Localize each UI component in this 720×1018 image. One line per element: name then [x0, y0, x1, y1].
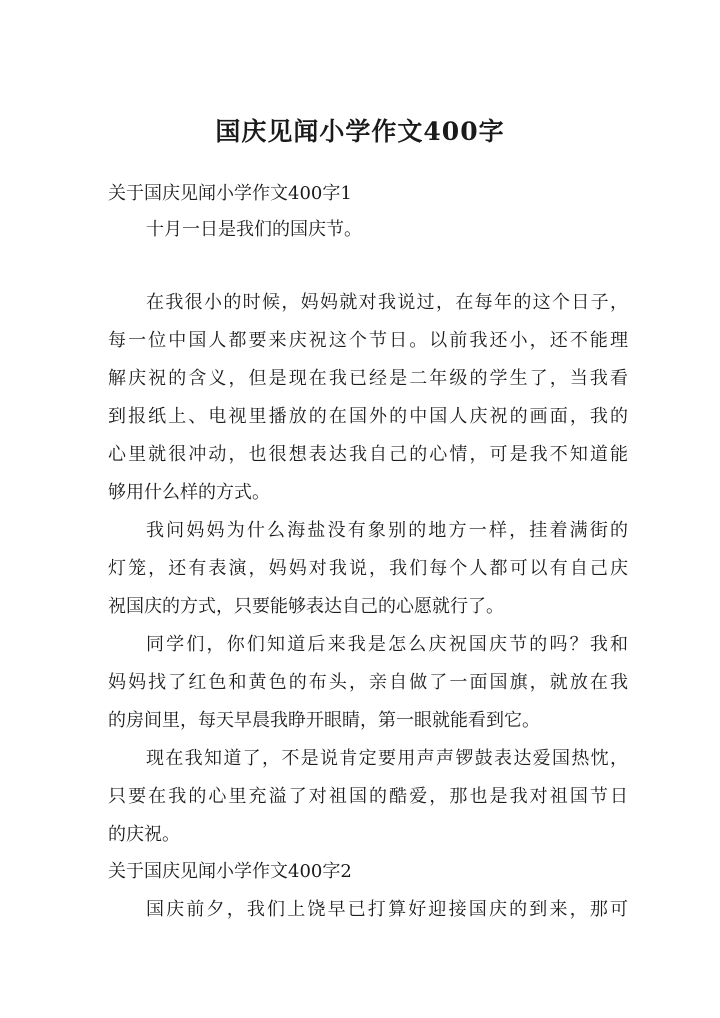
paragraph-line: 现在我知道了，不是说肯定要用声声锣鼓表达爱国热忱， [146, 748, 628, 769]
paragraph-line: 解庆祝的含义，但是现在我已经是二年级的学生了，当我看 [108, 368, 628, 389]
paragraph-line: 我问妈妈为什么海盐没有象别的地方一样，挂着满街的 [146, 520, 628, 541]
document-title: 国庆见闻小学作文400字 [215, 117, 505, 146]
paragraph-line: 妈妈找了红色和黄色的布头，亲自做了一面国旗，就放在我 [108, 672, 628, 693]
paragraph-line: 的房间里，每天早晨我睁开眼睛，第一眼就能看到它。 [108, 710, 540, 731]
paragraph-line: 祝国庆的方式，只要能够表达自己的心愿就行了。 [108, 596, 504, 617]
paragraph-line: 心里就很冲动，也很想表达我自己的心情，可是我不知道能 [108, 444, 628, 465]
section-heading-2: 关于国庆见闻小学作文400字2 [108, 861, 352, 882]
paragraph-line: 十月一日是我们的国庆节。 [146, 219, 362, 240]
paragraph-line: 同学们，你们知道后来我是怎么庆祝国庆节的吗？我和 [146, 634, 628, 655]
paragraph-line: 的庆祝。 [108, 824, 180, 845]
paragraph-line: 灯笼，还有表演，妈妈对我说，我们每个人都可以有自己庆 [108, 558, 628, 579]
section-heading-1: 关于国庆见闻小学作文400字1 [108, 183, 352, 204]
paragraph-line: 到报纸上、电视里播放的在国外的中国人庆祝的画面，我的 [108, 406, 628, 427]
paragraph-line: 每一位中国人都要来庆祝这个节日。以前我还小，还不能理 [108, 330, 628, 351]
paragraph-line: 够用什么样的方式。 [108, 482, 270, 503]
paragraph-line: 在我很小的时候，妈妈就对我说过，在每年的这个日子， [146, 292, 628, 313]
paragraph-line: 只要在我的心里充溢了对祖国的酷爱，那也是我对祖国节日 [108, 786, 628, 807]
paragraph-line: 国庆前夕，我们上饶早已打算好迎接国庆的到来，那可 [146, 899, 628, 920]
